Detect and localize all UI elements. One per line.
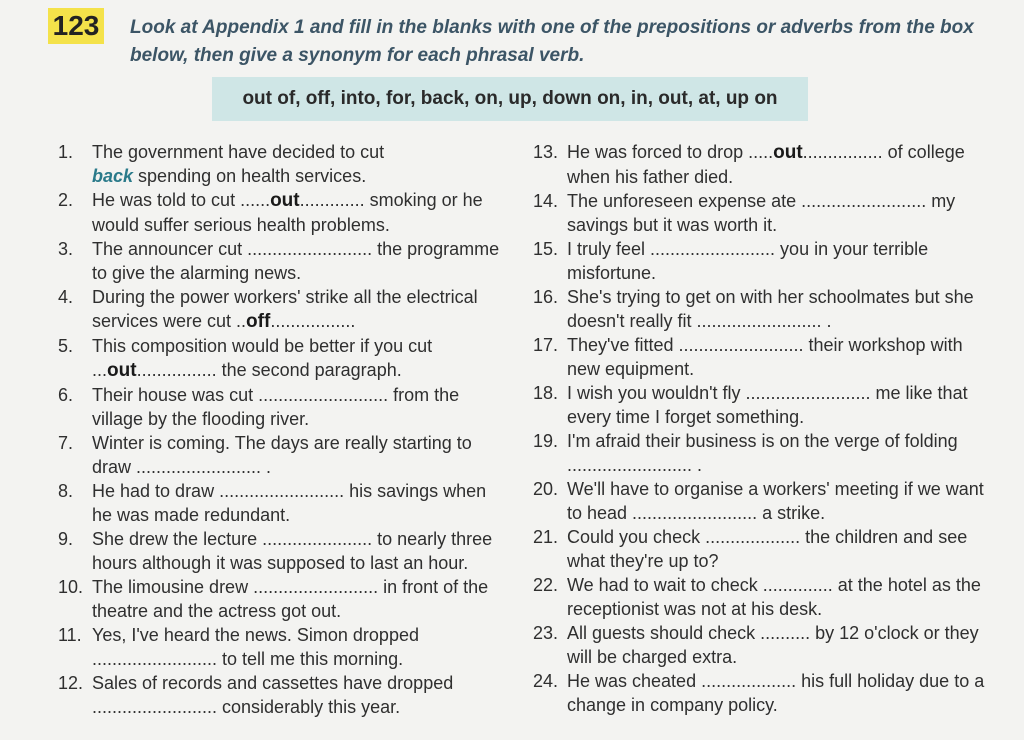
item-text: We'll have to organise a workers' meeting if we want to head ......................... a strike. bbox=[567, 479, 984, 523]
item-number: 23. bbox=[533, 623, 559, 643]
item-number: 14. bbox=[533, 191, 559, 211]
item-text: They've fitted ......................... their workshop with new equipment. bbox=[567, 335, 963, 379]
item-text-part: ................ of college when his father died. bbox=[567, 142, 965, 187]
item-text: The unforeseen expense ate ......................... my savings but it was worth it. bbox=[567, 191, 956, 235]
exercise-item-15 bbox=[533, 237, 988, 285]
exercise-item-14 bbox=[533, 189, 988, 237]
exercise-item-21 bbox=[533, 525, 988, 573]
exercise-instruction: Look at Appendix 1 and fill in the blanks with one of the prepositions or adverbs from the box below, then give a synonym for each phrasal verb. bbox=[130, 17, 974, 66]
item-text: The announcer cut ......................... the programme to give the alarming news. bbox=[92, 239, 500, 283]
exercise-item-22 bbox=[533, 573, 988, 621]
item-text-part: spending on health services. bbox=[138, 166, 367, 186]
item-text bbox=[567, 140, 988, 189]
item-number: 7. bbox=[58, 433, 74, 453]
item-number: 11. bbox=[58, 625, 82, 645]
item-text-part: This composition would be better if you cut ... bbox=[92, 336, 433, 380]
item-text-part: He was forced to drop ..... bbox=[567, 142, 774, 162]
item-number: 22. bbox=[533, 575, 559, 595]
item-number: 20. bbox=[533, 479, 559, 499]
item-number: 8. bbox=[58, 481, 74, 501]
item-text-part: ................ the second paragraph. bbox=[136, 360, 402, 380]
exercise-item-5 bbox=[58, 334, 503, 383]
item-text: Sales of records and cassettes have dropped ......................... considerably this year. bbox=[92, 673, 454, 717]
item-text: Could you check ................... the children and see what they're up to? bbox=[567, 527, 968, 571]
item-text: We had to wait to check .............. at the hotel as the receptionist was not at his desk. bbox=[567, 575, 981, 619]
word-box: out of, off, into, for, back, on, up, down on, in, out, at, up on bbox=[212, 77, 808, 121]
exercise-item-2 bbox=[58, 188, 503, 237]
exercise-item-17 bbox=[533, 333, 988, 381]
filled-answer: off bbox=[246, 311, 271, 332]
item-text: She's trying to get on with her schoolmates but she doesn't really fit ......................... . bbox=[567, 287, 974, 331]
item-number: 13. bbox=[533, 142, 559, 162]
left-column bbox=[58, 140, 503, 719]
exercise-item-18 bbox=[533, 381, 988, 429]
item-text-part: The government have decided to cut bbox=[92, 142, 385, 162]
item-text: All guests should check .......... by 12 o'clock or they will be charged extra. bbox=[567, 623, 979, 667]
item-number: 24. bbox=[533, 671, 559, 691]
item-text: She drew the lecture ...................... to nearly three hours although it was supposed to last an hour. bbox=[92, 529, 493, 573]
item-text: He was cheated ................... his full holiday due to a change in company policy. bbox=[567, 671, 985, 715]
item-number: 4. bbox=[58, 287, 74, 307]
item-number: 3. bbox=[58, 239, 74, 259]
item-number: 19. bbox=[533, 431, 559, 451]
item-number: 12. bbox=[58, 673, 84, 693]
item-text-part: ................. bbox=[270, 311, 356, 331]
exercise-item-16 bbox=[533, 285, 988, 333]
item-text-part: During the power workers' strike all the electrical services were cut .. bbox=[92, 287, 478, 331]
exercise-item-20 bbox=[533, 477, 988, 525]
item-number: 6. bbox=[58, 385, 74, 405]
exercise-item-4 bbox=[58, 285, 503, 334]
exercise-item-7 bbox=[58, 431, 503, 479]
item-text bbox=[92, 285, 503, 334]
item-text: The limousine drew ......................... in front of the theatre and the actress got out. bbox=[92, 577, 489, 621]
item-text: I truly feel ......................... you in your terrible misfortune. bbox=[567, 239, 929, 283]
item-number: 10. bbox=[58, 577, 84, 597]
right-column bbox=[533, 140, 988, 717]
exercise-item-19 bbox=[533, 429, 988, 477]
item-text: I'm afraid their business is on the verge of folding ......................... . bbox=[567, 431, 958, 475]
exercise-item-6 bbox=[58, 383, 503, 431]
exercise-item-23 bbox=[533, 621, 988, 669]
item-number: 9. bbox=[58, 529, 74, 549]
exercise-item-8 bbox=[58, 479, 503, 527]
item-text: He had to draw ......................... his savings when he was made redundant. bbox=[92, 481, 487, 525]
filled-answer: out bbox=[773, 142, 803, 163]
item-number: 15. bbox=[533, 239, 559, 259]
filled-answer: out bbox=[107, 360, 137, 381]
item-text: Winter is coming. The days are really starting to draw ......................... . bbox=[92, 433, 472, 477]
item-text bbox=[92, 188, 503, 237]
exercise-item-3 bbox=[58, 237, 503, 285]
handwritten-answer: back bbox=[92, 166, 134, 186]
item-text: I wish you wouldn't fly ......................... me like that every time I forget something. bbox=[567, 383, 968, 427]
item-text: Their house was cut .......................... from the village by the flooding river. bbox=[92, 385, 460, 429]
filled-answer: out bbox=[270, 190, 300, 211]
exercise-item-24 bbox=[533, 669, 988, 717]
item-text bbox=[92, 334, 503, 383]
exercise-item-13 bbox=[533, 140, 988, 189]
exercise-number: 123 bbox=[48, 8, 104, 44]
item-number: 2. bbox=[58, 190, 74, 210]
exercise-item-10 bbox=[58, 575, 503, 623]
item-number: 17. bbox=[533, 335, 559, 355]
item-number: 5. bbox=[58, 336, 74, 356]
item-text bbox=[92, 140, 503, 188]
exercise-item-1 bbox=[58, 140, 503, 188]
exercise-item-12 bbox=[58, 671, 503, 719]
item-text-part: He was told to cut ...... bbox=[92, 190, 271, 210]
exercise-item-11 bbox=[58, 623, 503, 671]
item-text: Yes, I've heard the news. Simon dropped ......................... to tell me this morning. bbox=[92, 625, 419, 669]
item-number: 16. bbox=[533, 287, 559, 307]
item-text-part: ............. smoking or he would suffer serious health problems. bbox=[92, 190, 483, 235]
item-number: 21. bbox=[533, 527, 559, 547]
item-number: 18. bbox=[533, 383, 559, 403]
exercise-item-9 bbox=[58, 527, 503, 575]
item-number: 1. bbox=[58, 142, 74, 162]
